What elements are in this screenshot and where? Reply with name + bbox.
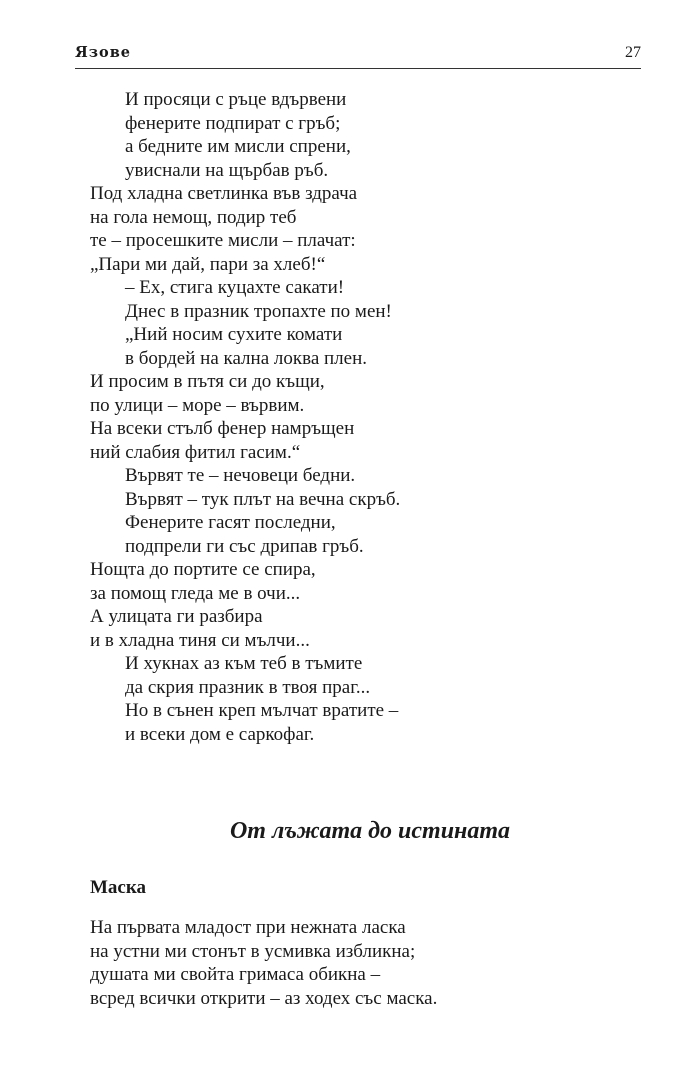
running-header: [75, 44, 641, 68]
poem-line: На всеки стълб фенер намръщен: [90, 418, 355, 439]
poem-stanza: [90, 88, 400, 746]
poem-line: И просим в пътя си до къщи,: [90, 371, 325, 392]
poem-line: На първата младост при нежната ласка: [90, 917, 406, 938]
poem-line: Днес в празник тропахте по мен!: [125, 300, 392, 322]
poem-line: те – просешките мисли – плачат:: [90, 230, 356, 251]
poem-line: всред всички открити – аз ходех със маска.: [90, 987, 438, 1009]
poem-line: Вървят – тук плът на вечна скръб.: [125, 488, 401, 510]
page-number: 27: [625, 44, 641, 61]
poem-line: и в хладна тиня си мълчи...: [90, 629, 310, 651]
running-title: Язове: [75, 44, 132, 61]
poem-line: Вървят те – нечовеци бедни.: [125, 465, 356, 486]
poem-line: И просяци с ръце вдървени: [125, 89, 347, 110]
poem-line: ний слабия фитил гасим.“: [90, 441, 301, 463]
poem-line: Нощта до портите се спира,: [90, 559, 316, 580]
poem-line: – Ех, стига куцахте сакати!: [125, 277, 345, 298]
poem-line: на устни ми стонът в усмивка избликна;: [90, 940, 416, 962]
poem-line: И хукнах аз към теб в тъмите: [125, 653, 363, 674]
poem-line: а бедните им мисли спрени,: [125, 136, 351, 157]
poem-line: душата ми свойта гримаса обикна –: [90, 964, 381, 985]
poem-line: „Ний носим сухите комати: [125, 324, 343, 345]
poem-line: фенерите подпират с гръб;: [125, 112, 341, 134]
poem-line: Фенерите гасят последни,: [125, 512, 336, 533]
poem-line: в бордей на кална локва плен.: [125, 347, 367, 369]
poem-line: Но в сънен креп мълчат вратите –: [125, 700, 399, 721]
poem-line: увиснали на щърбав ръб.: [125, 159, 329, 181]
section-title: От лъжата до истината: [229, 818, 511, 844]
poem-line: Под хладна светлинка във здрача: [90, 183, 358, 204]
poem-line: подпрели ги със дрипав гръб.: [125, 535, 364, 557]
poem-line: по улици – море – вървим.: [90, 394, 305, 416]
poem-line: да скрия празник в твоя праг...: [125, 676, 371, 698]
poem-line: за помощ гледа ме в очи...: [90, 582, 301, 604]
poem-line: на гола немощ, подир теб: [90, 206, 297, 228]
header-rule: [75, 68, 641, 69]
poem-mask-stanza: [90, 916, 437, 1010]
poem-line: А улицата ги разбира: [90, 606, 263, 627]
subsection-title: Маска: [90, 877, 147, 898]
poem-line: „Пари ми дай, пари за хлеб!“: [90, 253, 326, 275]
poem-line: и всеки дом е саркофаг.: [125, 723, 315, 745]
